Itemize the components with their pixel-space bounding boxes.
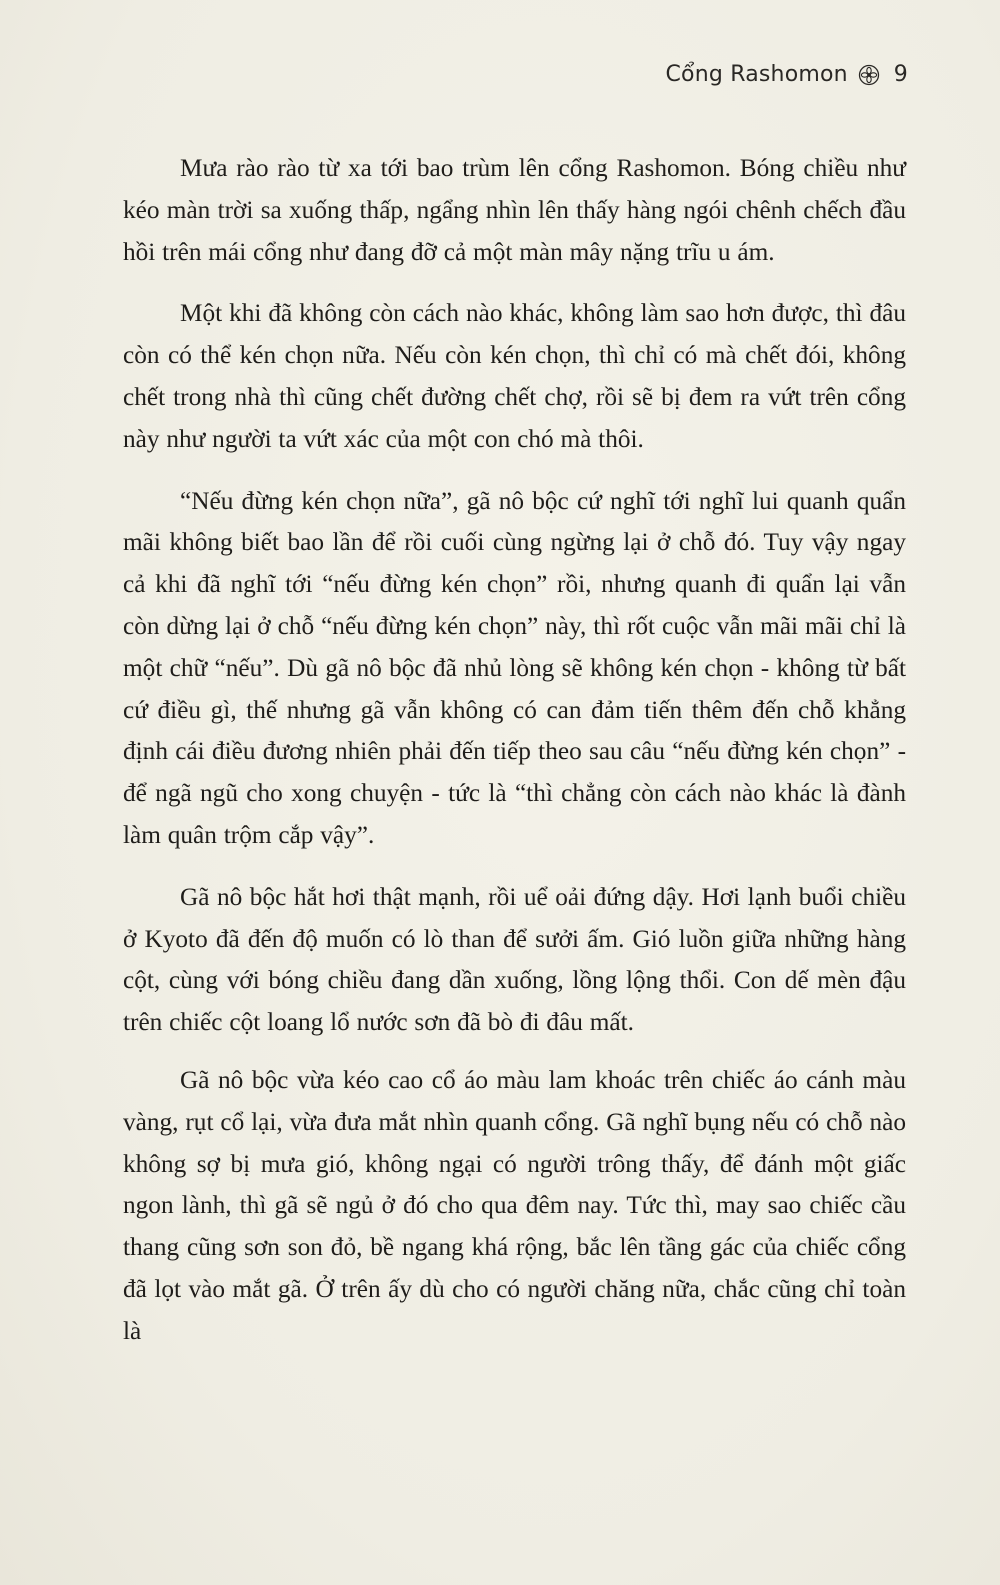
paragraph-4: Gã nô bộc hắt hơi thật mạnh, rồi uể oải đứng dậy. Hơi lạnh buổi chiều ở Kyoto đã đến độ muốn có lò than để sưởi ấm. Gió luồn giữa những hàng cột, cùng với bóng chiều đang dần xuống, lồng lộng thổi. Con dế mèn đậu trên chiếc cột loang lổ nước sơn đã bò đi đâu mất. [123, 882, 906, 1037]
running-title: Cổng Rashomon [665, 62, 848, 87]
body-text [123, 148, 906, 1373]
paragraph-3: “Nếu đừng kén chọn nữa”, gã nô bộc cứ nghĩ tới nghĩ lui quanh quẩn mãi không biết bao lần để rồi cuối cùng ngừng lại ở chỗ đó. Tuy vậy ngay cả khi đã nghĩ tới “nếu đừng kén chọn” rồi, nhưng quanh đi quẩn lại vẫn còn dừng lại ở chỗ “nếu đừng kén chọn” này, thì rốt cuộc vẫn mãi mãi chỉ là một chữ “nếu”. Dù gã nô bộc đã nhủ lòng sẽ không kén chọn - không từ bất cứ điều gì, thế nhưng gã vẫn không có can đảm tiến thêm đến chỗ khẳng định cái điều đương nhiên phải đến tiếp theo sau câu “nếu đừng kén chọn” - để ngã ngũ cho xong chuyện - tức là “thì chẳng còn cách nào khác là đành làm quân trộm cắp vậy”. [123, 486, 906, 849]
flower-ornament-icon [858, 64, 880, 86]
paragraph-1: Mưa rào rào từ xa tới bao trùm lên cổng Rashomon. Bóng chiều như kéo màn trời sa xuống thấp, ngẩng nhìn lên thấy hàng ngói chênh chếch đầu hồi trên mái cổng như đang đỡ cả một màn mây nặng trĩu u ám. [123, 154, 906, 266]
page-number: 9 [893, 62, 908, 87]
running-header [665, 62, 908, 87]
paragraph-2: Một khi đã không còn cách nào khác, không làm sao hơn được, thì đâu còn có thể kén chọn nữa. Nếu còn kén chọn, thì chỉ có mà chết đói, không chết trong nhà thì cũng chết đường chết chợ, rồi sẽ bị đem ra vứt trên cổng này như người ta vứt xác của một con chó mà thôi. [123, 299, 906, 453]
paragraph-5: Gã nô bộc vừa kéo cao cổ áo màu lam khoác trên chiếc áo cánh màu vàng, rụt cổ lại, vừa đưa mắt nhìn quanh cổng. Gã nghĩ bụng nếu có chỗ nào không sợ bị mưa gió, không ngại có người trông thấy, để đánh một giấc ngon lành, thì gã sẽ ngủ ở đó cho qua đêm nay. Tức thì, may sao chiếc cầu thang cũng sơn son đỏ, bề ngang khá rộng, bắc lên tầng gác của chiếc cổng đã lọt vào mắt gã. Ở trên ấy dù cho có người chăng nữa, chắc cũng chỉ toàn là [123, 1065, 906, 1345]
